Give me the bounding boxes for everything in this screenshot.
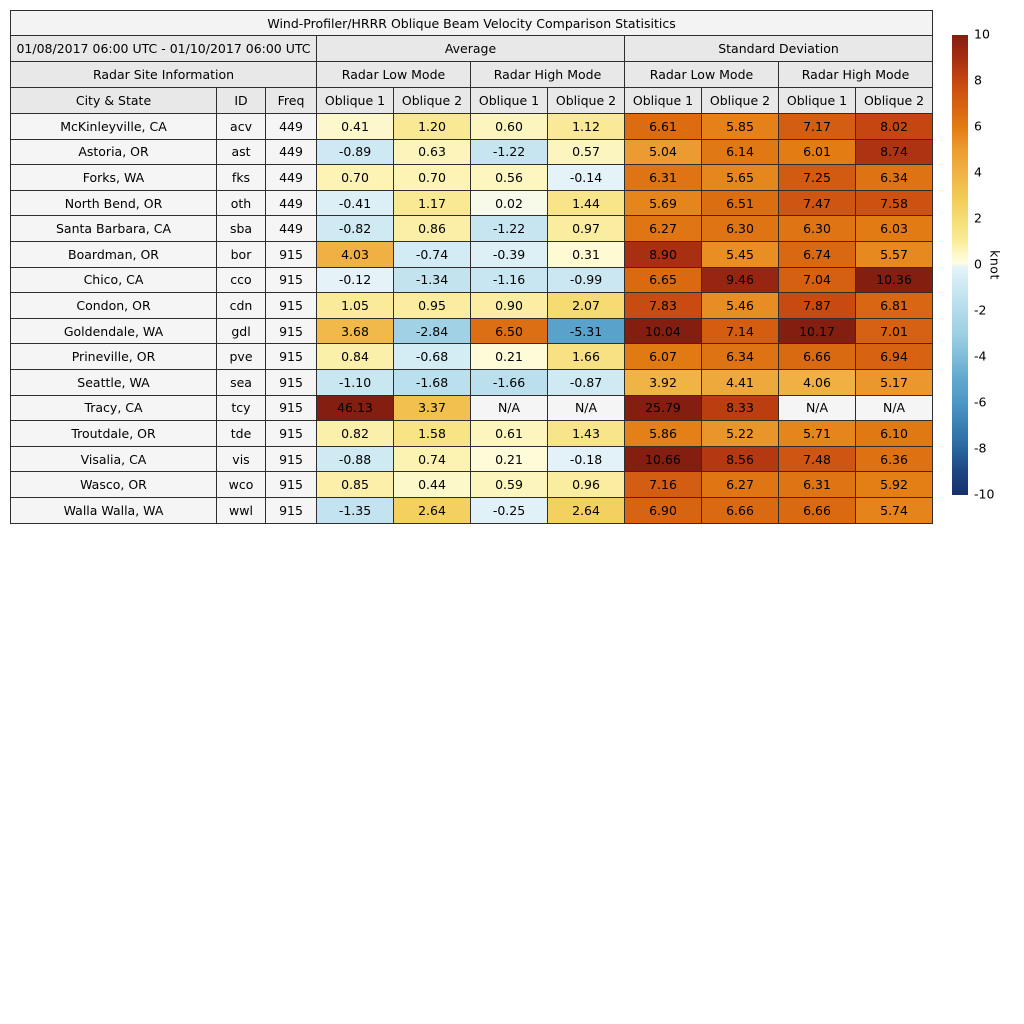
value-cell: 7.83 [625, 293, 702, 319]
value-cell: -0.87 [548, 369, 625, 395]
freq-cell: 915 [266, 344, 317, 370]
value-cell: 5.65 [702, 165, 779, 191]
city-cell: Walla Walla, WA [11, 497, 217, 523]
id-cell: fks [217, 165, 266, 191]
value-cell: 6.66 [702, 497, 779, 523]
comparison-table [10, 10, 933, 524]
value-cell: 0.63 [394, 139, 471, 165]
value-cell: 6.30 [702, 216, 779, 242]
colorbar-tick-label: -10 [974, 486, 995, 502]
value-cell: 5.92 [856, 472, 933, 498]
freq-cell: 915 [266, 369, 317, 395]
value-cell: 5.22 [702, 421, 779, 447]
value-cell: 0.60 [471, 114, 548, 140]
table-row [11, 241, 933, 267]
colorbar-tick-label: 8 [974, 72, 982, 88]
freq-cell: 915 [266, 267, 317, 293]
value-cell: 0.85 [317, 472, 394, 498]
value-cell: 7.25 [779, 165, 856, 191]
city-cell: Chico, CA [11, 267, 217, 293]
table-row [11, 472, 933, 498]
colorbar-tick-label: -2 [974, 302, 987, 318]
value-cell: -1.22 [471, 139, 548, 165]
id-cell: bor [217, 241, 266, 267]
value-cell: 5.46 [702, 293, 779, 319]
freq-cell: 915 [266, 421, 317, 447]
value-cell: N/A [471, 395, 548, 421]
value-cell: 0.21 [471, 446, 548, 472]
city-cell: Condon, OR [11, 293, 217, 319]
colorbar-tick-label: 6 [974, 118, 982, 134]
colorbar-tick-label: 4 [974, 164, 982, 180]
table-row [11, 497, 933, 523]
value-cell: 0.96 [548, 472, 625, 498]
value-cell: 0.70 [394, 165, 471, 191]
value-cell: -1.68 [394, 369, 471, 395]
value-cell: 5.74 [856, 497, 933, 523]
value-cell: -1.22 [471, 216, 548, 242]
table-row [11, 446, 933, 472]
value-cell: 8.02 [856, 114, 933, 140]
group-header-row [11, 36, 933, 62]
value-cell: 0.21 [471, 344, 548, 370]
city-cell: Seattle, WA [11, 369, 217, 395]
value-cell: -1.66 [471, 369, 548, 395]
value-cell: 8.56 [702, 446, 779, 472]
value-cell: 6.90 [625, 497, 702, 523]
value-cell: 6.65 [625, 267, 702, 293]
value-cell: 0.86 [394, 216, 471, 242]
city-cell: Forks, WA [11, 165, 217, 191]
value-cell: N/A [856, 395, 933, 421]
value-cell: 1.12 [548, 114, 625, 140]
value-cell: 10.36 [856, 267, 933, 293]
value-cell: 7.16 [625, 472, 702, 498]
value-cell: 5.45 [702, 241, 779, 267]
value-cell: 6.66 [779, 344, 856, 370]
id-cell: ast [217, 139, 266, 165]
id-cell: pve [217, 344, 266, 370]
freq-header: Freq [266, 88, 317, 114]
colorbar-unit-label: knot [987, 250, 1003, 280]
value-cell: 25.79 [625, 395, 702, 421]
value-cell: 7.87 [779, 293, 856, 319]
value-cell: 6.94 [856, 344, 933, 370]
value-cell: 9.46 [702, 267, 779, 293]
value-cell: 6.74 [779, 241, 856, 267]
city-cell: North Bend, OR [11, 190, 217, 216]
city-cell: Visalia, CA [11, 446, 217, 472]
value-cell: 6.51 [702, 190, 779, 216]
city-cell: McKinleyville, CA [11, 114, 217, 140]
value-cell: 10.66 [625, 446, 702, 472]
value-cell: 0.41 [317, 114, 394, 140]
value-cell: 7.17 [779, 114, 856, 140]
value-cell: 6.36 [856, 446, 933, 472]
std-low-mode-header: Radar Low Mode [625, 62, 779, 88]
table-row [11, 293, 933, 319]
value-cell: 6.66 [779, 497, 856, 523]
table-row [11, 369, 933, 395]
value-cell: 7.01 [856, 318, 933, 344]
table-row [11, 267, 933, 293]
value-cell: 0.02 [471, 190, 548, 216]
id-cell: vis [217, 446, 266, 472]
value-cell: 2.64 [394, 497, 471, 523]
value-cell: 1.20 [394, 114, 471, 140]
id-cell: oth [217, 190, 266, 216]
colorbar-tick-label: 2 [974, 210, 982, 226]
colorbar [952, 35, 968, 495]
freq-cell: 449 [266, 165, 317, 191]
table-row [11, 421, 933, 447]
city-cell: Goldendale, WA [11, 318, 217, 344]
oblique-header: Oblique 1 [625, 88, 702, 114]
freq-cell: 915 [266, 497, 317, 523]
id-cell: tde [217, 421, 266, 447]
freq-cell: 915 [266, 241, 317, 267]
value-cell: 6.03 [856, 216, 933, 242]
value-cell: 0.90 [471, 293, 548, 319]
value-cell: 2.07 [548, 293, 625, 319]
oblique-header: Oblique 1 [471, 88, 548, 114]
id-cell: wwl [217, 497, 266, 523]
freq-cell: 449 [266, 216, 317, 242]
value-cell: 5.04 [625, 139, 702, 165]
table-body [11, 114, 933, 524]
value-cell: 8.90 [625, 241, 702, 267]
value-cell: -0.14 [548, 165, 625, 191]
value-cell: 6.61 [625, 114, 702, 140]
id-cell: acv [217, 114, 266, 140]
oblique-header: Oblique 2 [394, 88, 471, 114]
value-cell: -1.16 [471, 267, 548, 293]
id-cell: tcy [217, 395, 266, 421]
value-cell: 6.31 [625, 165, 702, 191]
value-cell: -0.25 [471, 497, 548, 523]
value-cell: 1.58 [394, 421, 471, 447]
table-row [11, 114, 933, 140]
value-cell: 0.95 [394, 293, 471, 319]
value-cell: -0.74 [394, 241, 471, 267]
value-cell: 1.44 [548, 190, 625, 216]
value-cell: 6.01 [779, 139, 856, 165]
page-title: Wind-Profiler/HRRR Oblique Beam Velocity Comparison Statisitics [11, 11, 933, 36]
value-cell: 7.14 [702, 318, 779, 344]
std-dev-group-header: Standard Deviation [625, 36, 933, 62]
value-cell: 10.04 [625, 318, 702, 344]
city-cell: Wasco, OR [11, 472, 217, 498]
freq-cell: 449 [266, 114, 317, 140]
date-range-cell: 01/08/2017 06:00 UTC - 01/10/2017 06:00 UTC [11, 36, 317, 62]
freq-cell: 449 [266, 139, 317, 165]
value-cell: 5.69 [625, 190, 702, 216]
colorbar-tick-label: -6 [974, 394, 987, 410]
value-cell: 1.66 [548, 344, 625, 370]
freq-cell: 449 [266, 190, 317, 216]
value-cell: -2.84 [394, 318, 471, 344]
table-row [11, 139, 933, 165]
value-cell: -0.68 [394, 344, 471, 370]
value-cell: 1.43 [548, 421, 625, 447]
colorbar-tick-label: -4 [974, 348, 987, 364]
oblique-header: Oblique 2 [702, 88, 779, 114]
value-cell: 8.74 [856, 139, 933, 165]
value-cell: N/A [548, 395, 625, 421]
value-cell: 0.44 [394, 472, 471, 498]
value-cell: 1.17 [394, 190, 471, 216]
value-cell: 5.85 [702, 114, 779, 140]
value-cell: 0.61 [471, 421, 548, 447]
value-cell: 3.37 [394, 395, 471, 421]
value-cell: 4.41 [702, 369, 779, 395]
value-cell: 6.27 [625, 216, 702, 242]
value-cell: 5.57 [856, 241, 933, 267]
freq-cell: 915 [266, 446, 317, 472]
value-cell: 10.17 [779, 318, 856, 344]
avg-low-mode-header: Radar Low Mode [317, 62, 471, 88]
table-row [11, 318, 933, 344]
value-cell: 1.05 [317, 293, 394, 319]
value-cell: 0.82 [317, 421, 394, 447]
value-cell: 5.17 [856, 369, 933, 395]
value-cell: 6.07 [625, 344, 702, 370]
value-cell: N/A [779, 395, 856, 421]
value-cell: -1.35 [317, 497, 394, 523]
value-cell: 6.27 [702, 472, 779, 498]
value-cell: -1.10 [317, 369, 394, 395]
colorbar-tick-label: -8 [974, 440, 987, 456]
value-cell: -0.12 [317, 267, 394, 293]
mode-header-row [11, 62, 933, 88]
value-cell: 5.86 [625, 421, 702, 447]
id-cell: sba [217, 216, 266, 242]
value-cell: -0.39 [471, 241, 548, 267]
value-cell: 4.03 [317, 241, 394, 267]
freq-cell: 915 [266, 395, 317, 421]
value-cell: 5.71 [779, 421, 856, 447]
colorbar-tick-label: 10 [974, 26, 990, 42]
value-cell: 6.31 [779, 472, 856, 498]
value-cell: 0.56 [471, 165, 548, 191]
column-header-row [11, 88, 933, 114]
value-cell: -0.88 [317, 446, 394, 472]
colorbar-tick-label: 0 [974, 256, 982, 272]
id-cell: cco [217, 267, 266, 293]
avg-high-mode-header: Radar High Mode [471, 62, 625, 88]
value-cell: -0.82 [317, 216, 394, 242]
freq-cell: 915 [266, 293, 317, 319]
id-header: ID [217, 88, 266, 114]
value-cell: 6.50 [471, 318, 548, 344]
value-cell: 6.30 [779, 216, 856, 242]
id-cell: cdn [217, 293, 266, 319]
value-cell: 8.33 [702, 395, 779, 421]
city-cell: Santa Barbara, CA [11, 216, 217, 242]
value-cell: -0.18 [548, 446, 625, 472]
oblique-header: Oblique 2 [548, 88, 625, 114]
table-row [11, 216, 933, 242]
value-cell: -5.31 [548, 318, 625, 344]
oblique-header: Oblique 1 [779, 88, 856, 114]
id-cell: wco [217, 472, 266, 498]
table-row [11, 190, 933, 216]
value-cell: 6.34 [856, 165, 933, 191]
value-cell: -0.41 [317, 190, 394, 216]
oblique-header: Oblique 2 [856, 88, 933, 114]
value-cell: -0.99 [548, 267, 625, 293]
table-row [11, 165, 933, 191]
value-cell: 46.13 [317, 395, 394, 421]
site-info-header: Radar Site Information [11, 62, 317, 88]
city-cell: Tracy, CA [11, 395, 217, 421]
city-state-header: City & State [11, 88, 217, 114]
value-cell: 2.64 [548, 497, 625, 523]
freq-cell: 915 [266, 318, 317, 344]
value-cell: 0.74 [394, 446, 471, 472]
table-row [11, 395, 933, 421]
id-cell: gdl [217, 318, 266, 344]
city-cell: Prineville, OR [11, 344, 217, 370]
city-cell: Astoria, OR [11, 139, 217, 165]
value-cell: 7.48 [779, 446, 856, 472]
title-row [11, 11, 933, 36]
value-cell: 7.04 [779, 267, 856, 293]
city-cell: Boardman, OR [11, 241, 217, 267]
value-cell: 6.10 [856, 421, 933, 447]
freq-cell: 915 [266, 472, 317, 498]
city-cell: Troutdale, OR [11, 421, 217, 447]
value-cell: 0.59 [471, 472, 548, 498]
value-cell: -0.89 [317, 139, 394, 165]
std-high-mode-header: Radar High Mode [779, 62, 933, 88]
table-row [11, 344, 933, 370]
average-group-header: Average [317, 36, 625, 62]
oblique-header: Oblique 1 [317, 88, 394, 114]
value-cell: 0.97 [548, 216, 625, 242]
value-cell: 7.47 [779, 190, 856, 216]
value-cell: 6.81 [856, 293, 933, 319]
id-cell: sea [217, 369, 266, 395]
value-cell: 3.68 [317, 318, 394, 344]
value-cell: 4.06 [779, 369, 856, 395]
value-cell: 0.84 [317, 344, 394, 370]
value-cell: 6.34 [702, 344, 779, 370]
value-cell: -1.34 [394, 267, 471, 293]
value-cell: 0.57 [548, 139, 625, 165]
value-cell: 0.31 [548, 241, 625, 267]
value-cell: 0.70 [317, 165, 394, 191]
value-cell: 6.14 [702, 139, 779, 165]
value-cell: 3.92 [625, 369, 702, 395]
value-cell: 7.58 [856, 190, 933, 216]
